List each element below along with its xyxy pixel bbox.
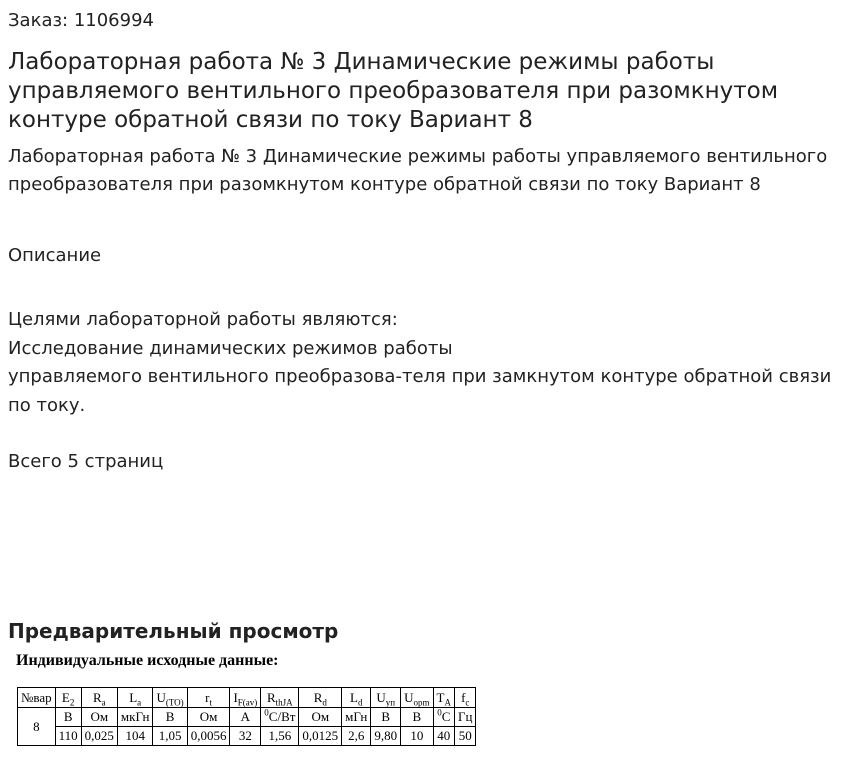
param-symbol: U: [156, 689, 166, 705]
param-unit: В: [381, 709, 391, 724]
param-unit-superscript: 0: [437, 707, 442, 718]
preview-heading: Предварительный просмотр: [8, 619, 339, 643]
param-unit-cell: [371, 708, 401, 727]
param-subscript: d: [358, 697, 363, 708]
param-symbol-cell: [117, 688, 153, 708]
variant-header-cell: №вар: [18, 688, 56, 708]
param-unit: В: [412, 709, 422, 724]
param-value-cell: 1,56: [261, 727, 299, 746]
param-unit: Ом: [311, 709, 330, 724]
param-subscript: opm: [413, 697, 430, 708]
param-unit-cell: [299, 708, 342, 727]
param-symbol: f: [461, 689, 466, 705]
param-subscript: d: [322, 697, 327, 708]
param-value-cell: 1,05: [153, 727, 187, 746]
param-symbol-cell: [261, 688, 299, 708]
param-unit-cell: [153, 708, 187, 727]
param-symbol-cell: [401, 688, 433, 708]
order-number: Заказ: 1106994: [8, 10, 154, 31]
param-unit: С: [441, 709, 451, 724]
param-unit-cell: [55, 708, 81, 727]
param-subscript: уп: [385, 697, 396, 708]
param-unit: Гц: [458, 709, 473, 724]
param-subscript: A: [444, 697, 451, 708]
table-row-units: [18, 708, 476, 727]
param-symbol: L: [129, 689, 138, 705]
param-value-cell: 40: [433, 727, 454, 746]
param-symbol: U: [376, 689, 386, 705]
param-unit: мкГн: [120, 709, 150, 724]
param-unit-cell: [433, 708, 454, 727]
param-symbol: r: [205, 689, 210, 705]
param-symbol-cell: [342, 688, 371, 708]
variant-value-cell: 8: [18, 708, 56, 746]
param-unit-cell: [117, 708, 153, 727]
page-title: Лабораторная работа № 3 Динамические режимы работы управляемого вентильного преобразователя при разомкнутом контуре обратной связи по току Вариант 8: [8, 49, 779, 133]
table-row-symbols: [18, 688, 476, 708]
param-value-cell: 9,80: [371, 727, 401, 746]
description-line: Целями лабораторной работы являются:: [8, 309, 398, 330]
param-unit: В: [63, 709, 73, 724]
param-unit-cell: [401, 708, 433, 727]
param-symbol: T: [436, 689, 445, 705]
param-subscript: a: [137, 697, 142, 708]
param-symbol-cell: [230, 688, 261, 708]
param-subscript: 2: [69, 697, 75, 708]
parameters-table: [17, 687, 476, 746]
param-value-cell: 0,025: [81, 727, 117, 746]
table-row-values: [18, 727, 476, 746]
param-unit: В: [165, 709, 175, 724]
param-unit: мГн: [345, 709, 368, 724]
param-subscript: F(av): [237, 697, 258, 708]
scan-heading: Индивидуальные исходные данные:: [16, 652, 279, 669]
param-unit-cell: [342, 708, 371, 727]
param-symbol: L: [350, 689, 358, 705]
param-subscript: thJA: [275, 697, 293, 708]
param-unit: Ом: [90, 709, 109, 724]
param-unit: Ом: [199, 709, 218, 724]
description-line: управляемого вентильного преобразова-теля при замкнутом контуре обратной связи по току.: [8, 366, 832, 416]
param-unit-cell: [230, 708, 261, 727]
param-symbol-cell: [153, 688, 187, 708]
param-symbol-cell: [455, 688, 476, 708]
param-symbol: R: [92, 689, 102, 705]
param-value-cell: 110: [55, 727, 81, 746]
param-unit-cell: [261, 708, 299, 727]
param-value-cell: 10: [401, 727, 433, 746]
param-value-cell: 2,6: [342, 727, 371, 746]
param-symbol: U: [404, 689, 414, 705]
param-symbol-cell: [187, 688, 230, 708]
page-subtitle: Лабораторная работа № 3 Динамические режимы работы управляемого вентильного преобразователя при разомкнутом контуре обратной связи по току Вариант 8: [8, 146, 828, 195]
param-unit: С/Вт: [268, 709, 296, 724]
param-symbol: I: [233, 689, 238, 705]
param-symbol: R: [267, 689, 276, 705]
param-symbol-cell: [433, 688, 454, 708]
param-unit: А: [240, 709, 251, 724]
param-symbol: R: [313, 689, 323, 705]
param-symbol-cell: [81, 688, 117, 708]
param-subscript: c: [465, 697, 470, 708]
param-unit-cell: [187, 708, 230, 727]
description-heading: Описание: [8, 245, 102, 266]
param-value-cell: 104: [117, 727, 153, 746]
page-count: Всего 5 страниц: [8, 451, 164, 472]
param-unit-superscript: 0: [264, 707, 269, 718]
param-subscript: (TO): [165, 697, 184, 708]
param-symbol-cell: [299, 688, 342, 708]
param-subscript: a: [101, 697, 106, 708]
param-value-cell: 32: [230, 727, 261, 746]
param-value-cell: 0,0056: [187, 727, 230, 746]
param-symbol: E: [61, 689, 70, 705]
param-value-cell: 0,0125: [299, 727, 342, 746]
description-line: Исследование динамических режимов работы: [8, 337, 453, 359]
param-symbol-cell: [55, 688, 81, 708]
param-symbol-cell: [371, 688, 401, 708]
description-text: [8, 306, 838, 420]
param-unit-cell: [455, 708, 476, 727]
param-unit-cell: [81, 708, 117, 727]
param-subscript: t: [209, 697, 212, 708]
param-value-cell: 50: [455, 727, 476, 746]
